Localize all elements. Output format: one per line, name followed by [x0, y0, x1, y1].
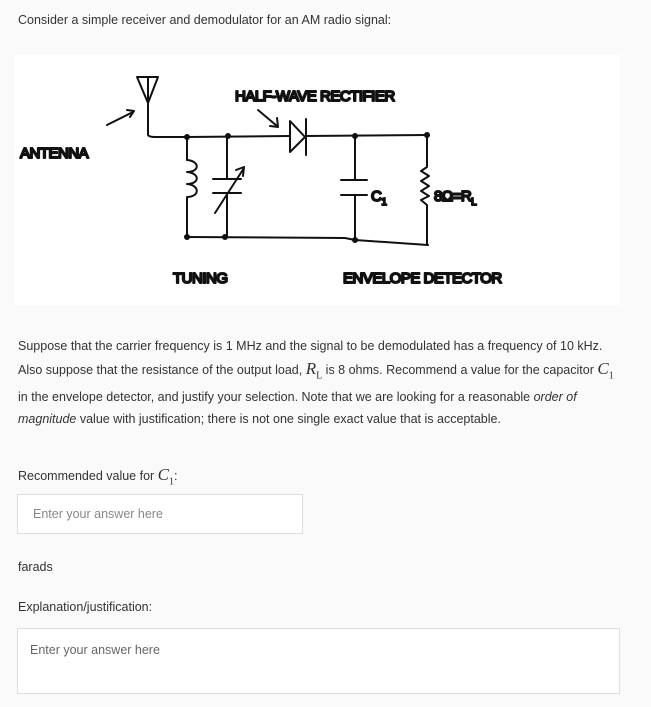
units-label: farads [18, 560, 53, 574]
tuning-label: TUNING [173, 270, 228, 287]
resistor-label: $8\Omega=R_L$ [434, 188, 477, 208]
capacitor-label: $C_1$ [371, 188, 387, 208]
antenna-arrow [107, 110, 134, 125]
emphasis: order of magnitude [18, 389, 577, 426]
question-intro: Consider a simple receiver and demodulator for an AM radio signal: [18, 13, 392, 27]
inductor-icon [187, 137, 197, 237]
diode-icon [290, 119, 306, 155]
circuit-diagram [15, 55, 620, 305]
text: in the envelope detector, and justify your selection. Note that we are looking for a reasonable [18, 389, 534, 404]
rectifier-label: HALF-WAVE RECTIFIER [235, 88, 395, 105]
text: Suppose that the carrier frequency is 1 MHz and the signal to be demodulated has a frequency of 10 kHz. Also suppose that the resistance of the output load, [18, 339, 603, 377]
resistor-icon [421, 135, 429, 245]
capacitor-icon [341, 136, 367, 240]
explanation-textarea[interactable] [17, 628, 620, 694]
antenna-label: ANTENNA [20, 145, 89, 162]
answer-input[interactable] [17, 494, 303, 534]
answer-label: Recommended value for $C_1$: [18, 465, 178, 488]
explanation-label: Explanation/justification: [18, 600, 153, 614]
text: is 8 ohms. Recommend a value for the capacitor [322, 362, 598, 377]
rectifier-arrow [258, 110, 278, 127]
antenna-icon [137, 77, 187, 137]
c1-symbol: $C_1$ [157, 465, 174, 488]
c1-symbol: $C_1$ [597, 358, 614, 382]
text: value with justification; there is not one single exact value that is acceptable. [76, 411, 501, 426]
rl-symbol: $R_L$ [305, 358, 323, 382]
variable-capacitor-icon [213, 136, 244, 237]
detector-label: ENVELOPE DETECTOR [343, 270, 502, 287]
question-body [18, 336, 623, 431]
